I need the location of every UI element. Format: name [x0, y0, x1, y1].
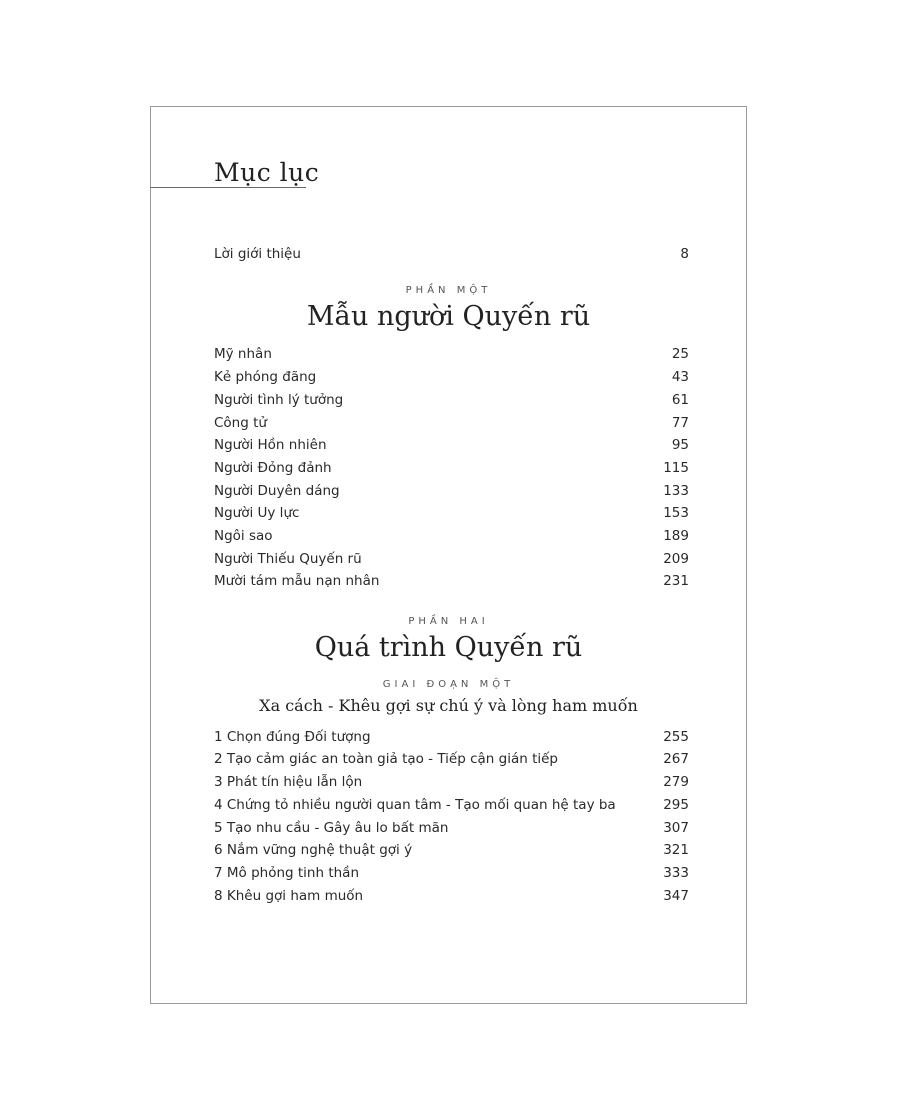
toc-entry — [214, 749, 689, 769]
entry-page: 333 — [663, 865, 689, 881]
toc-entry — [214, 795, 689, 815]
toc-entry — [214, 727, 689, 747]
entry-page: 8 — [680, 246, 689, 262]
stage-one-title: Xa cách - Khêu gợi sự chú ý và lòng ham muốn — [259, 696, 638, 715]
part-one-label: PHẦN MỘT — [405, 285, 492, 296]
entry-page: 267 — [663, 751, 689, 767]
entry-page: 115 — [663, 460, 689, 476]
entry-page: 295 — [663, 797, 689, 813]
entry-page: 209 — [663, 551, 689, 567]
entry-page: 61 — [671, 392, 689, 408]
entry-label: Lời giới thiệu — [214, 246, 301, 262]
entry-label: Công tử — [214, 415, 267, 431]
entry-label: Người Uy lực — [214, 505, 300, 521]
entry-label: Người Hồn nhiên — [214, 437, 327, 453]
entry-page: 43 — [671, 369, 689, 385]
toc-entry — [214, 571, 689, 591]
entry-label: Người Đỏng đảnh — [214, 460, 332, 476]
title-underline — [150, 187, 306, 188]
entry-page: 133 — [663, 483, 689, 499]
toc-entry — [214, 840, 689, 860]
part-two-label: PHẦN HAI — [408, 616, 489, 627]
toc-entry — [214, 503, 689, 523]
toc-entry — [214, 863, 689, 883]
toc-entry — [214, 458, 689, 478]
entry-label: 6 Nắm vững nghệ thuật gợi ý — [214, 842, 413, 858]
toc-title: Mục lục — [214, 158, 320, 187]
toc-entry — [214, 367, 689, 387]
stage-one-label: GIAI ĐOẠN MỘT — [382, 679, 515, 690]
entry-label: Người Duyên dáng — [214, 483, 340, 499]
entry-page: 95 — [671, 437, 689, 453]
part-one-title: Mẫu người Quyến rũ — [306, 301, 591, 332]
toc-entry — [214, 549, 689, 569]
entry-page: 307 — [663, 820, 689, 836]
entry-page: 255 — [663, 729, 689, 745]
entry-label: 1 Chọn đúng Đối tượng — [214, 729, 371, 745]
toc-entry — [214, 772, 689, 792]
entry-page: 279 — [663, 774, 689, 790]
entry-label: Người tình lý tưởng — [214, 392, 344, 408]
entry-label: Người Thiếu Quyến rũ — [214, 551, 362, 567]
toc-entry — [214, 435, 689, 455]
entry-page: 25 — [671, 346, 689, 362]
entry-label: 4 Chứng tỏ nhiều người quan tâm - Tạo mối quan hệ tay ba — [214, 797, 616, 813]
toc-entry — [214, 344, 689, 364]
entry-label: 2 Tạo cảm giác an toàn giả tạo - Tiếp cận gián tiếp — [214, 751, 558, 767]
toc-entry — [214, 481, 689, 501]
entry-label: 8 Khêu gợi ham muốn — [214, 888, 364, 904]
entry-page: 189 — [663, 528, 689, 544]
entry-label: 7 Mô phỏng tinh thần — [214, 865, 360, 881]
toc-entry — [214, 413, 689, 433]
entry-label: Ngôi sao — [214, 528, 273, 544]
toc-entry — [214, 886, 689, 906]
entry-page: 231 — [663, 573, 689, 589]
entry-label: Kẻ phóng đãng — [214, 369, 317, 385]
entry-label: 5 Tạo nhu cầu - Gây âu lo bất mãn — [214, 820, 449, 836]
part-two-title: Quá trình Quyến rũ — [314, 632, 583, 663]
entry-page: 347 — [663, 888, 689, 904]
toc-entry — [214, 390, 689, 410]
toc-entry-intro — [214, 244, 689, 264]
entry-label: 3 Phát tín hiệu lẫn lộn — [214, 774, 363, 790]
toc-entry — [214, 526, 689, 546]
toc-entry — [214, 818, 689, 838]
entry-page: 77 — [671, 415, 689, 431]
entry-label: Mười tám mẫu nạn nhân — [214, 573, 380, 589]
entry-label: Mỹ nhân — [214, 346, 272, 362]
entry-page: 321 — [663, 842, 689, 858]
entry-page: 153 — [663, 505, 689, 521]
